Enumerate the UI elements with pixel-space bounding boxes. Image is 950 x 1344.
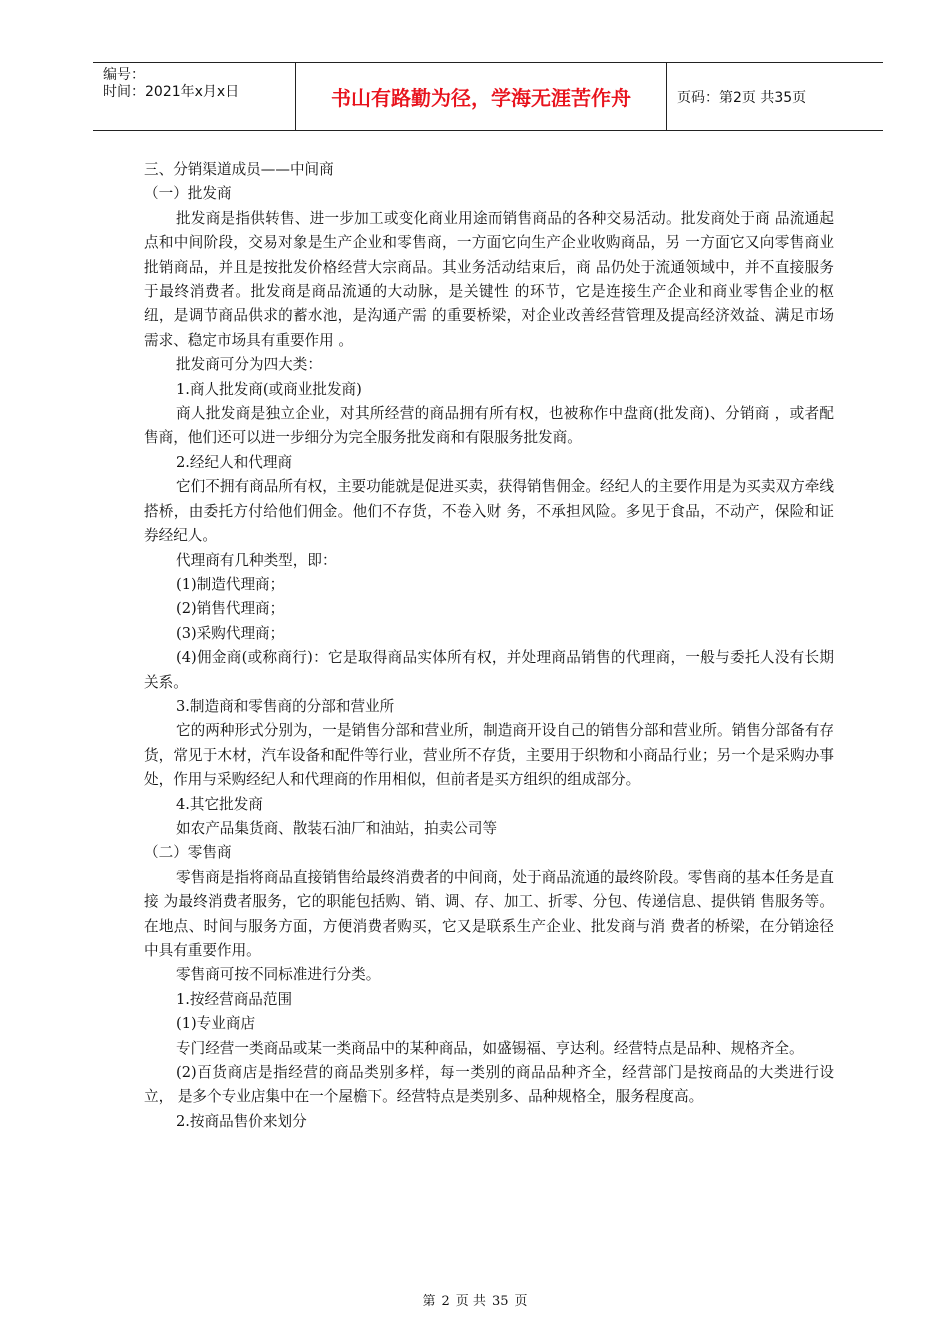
- header-page-info: 页码：第2页 共35页: [677, 89, 807, 106]
- body-paragraph: (3)采购代理商；: [176, 624, 285, 642]
- body-paragraph: (1)专业商店: [176, 1015, 256, 1033]
- body-paragraph: 商人批发商是独立企业，对其所经营的商品拥有所有权，也被称作中盘商(批发商)、分销商 ，或者配售商，他们还可以进一步细分为完全服务批发商和有限服务批发商。: [144, 405, 834, 447]
- body-paragraph: 批发商可分为四大类：: [176, 356, 322, 374]
- body-paragraph: 1.按经营商品范围: [176, 990, 293, 1008]
- body-paragraph: 零售商是指将商品直接销售给最终消费者的中间商，处于商品流通的最终阶段。零售商的基本任务是直接 为最终消费者服务，它的职能包括购、销、调、存、加工、折零、分包、传递信息、提供销 售服务等。在地点、时间与服务方面，方便消费者购买，它又是联系生产企业、批发商与消 费者的桥梁，在分销途径中具有重要作用。: [144, 868, 834, 959]
- footer-mid: 页 共: [455, 1294, 486, 1309]
- header-meta: [93, 63, 295, 130]
- footer-prefix: 第: [422, 1294, 436, 1309]
- footer-total-pages: 35: [491, 1294, 509, 1309]
- body-paragraph: 代理商有几种类型，即：: [176, 551, 337, 569]
- document-body: [144, 158, 834, 1134]
- body-paragraph: 2.按商品售价来划分: [176, 1112, 307, 1130]
- body-paragraph: 专门经营一类商品或某一类商品中的某种商品，如盛锡福、亨达利。经营特点是品种、规格齐全。: [176, 1039, 804, 1057]
- section-heading: 三、分销渠道成员——中间商: [144, 161, 334, 178]
- section-heading: （一）批发商: [144, 185, 232, 203]
- body-paragraph: 1.商人批发商(或商业批发商): [176, 380, 362, 398]
- body-paragraph: 2.经纪人和代理商: [176, 453, 293, 471]
- page-footer: [0, 1290, 950, 1309]
- page-header: [93, 62, 883, 131]
- document-number-label: 编号：: [103, 67, 145, 83]
- body-paragraph: (2)百货商店是指经营的商品类别多样，每一类别的商品品种齐全，经营部门是按商品的大类进行设立， 是多个专业店集中在一个屋檐下。经营特点是类别多、品种规格全，服务程度高。: [144, 1064, 834, 1106]
- body-paragraph: 它的两种形式分别为，一是销售分部和营业所，制造商开设自己的销售分部和营业所。销售分部备有存货，常见于木材，汽车设备和配件等行业，营业所不存货，主要用于织物和小商品行业；另一个是采购办事处，作用与采购经纪人和代理商的作用相似，但前者是买方组织的组成部分。: [144, 722, 834, 789]
- document-time-label: 时间：2021年x月x日: [103, 84, 240, 100]
- header-motto: 书山有路勤为径，学海无涯苦作舟: [295, 63, 667, 130]
- footer-page-number: 2: [441, 1294, 450, 1309]
- body-paragraph: 它们不拥有商品所有权，主要功能就是促进买卖，获得销售佣金。经纪人的主要作用是为买卖双方牵线搭桥，由委托方付给他们佣金。他们不存货，不卷入财 务，不承担风险。多见于食品，不动产，保险和证券经纪人。: [144, 478, 834, 545]
- body-paragraph: 批发商是指供转售、进一步加工或变化商业用途而销售商品的各种交易活动。批发商处于商 品流通起点和中间阶段，交易对象是生产企业和零售商，一方面它向生产企业收购商品，另 一方面它又向零售商业批销商品，并且是按批发价格经营大宗商品。其业务活动结束后，商 品仍处于流通领域中，并不直接服务于最终消费者。批发商是商品流通的大动脉，是关键性 的环节，它是连接生产企业和商业零售企业的枢纽，是调节商品供求的蓄水池，是沟通产需 的重要桥梁，对企业改善经营管理及提高经济效益、满足市场需求、稳定市场具有重要作用 。: [144, 209, 834, 349]
- body-paragraph: 如农产品集货商、散装石油厂和油站，拍卖公司等: [176, 819, 498, 837]
- section-heading: （二）零售商: [144, 844, 232, 862]
- footer-suffix: 页: [514, 1294, 528, 1309]
- body-paragraph: 3.制造商和零售商的分部和营业所: [176, 697, 395, 715]
- body-paragraph: (2)销售代理商；: [176, 600, 285, 618]
- body-paragraph: 4.其它批发商: [176, 795, 263, 813]
- body-paragraph: (4)佣金商(或称商行)：它是取得商品实体所有权，并处理商品销售的代理商，一般与委托人没有长期关系。: [144, 649, 834, 691]
- body-paragraph: 零售商可按不同标准进行分类。: [176, 966, 381, 984]
- body-paragraph: (1)制造代理商；: [176, 575, 285, 593]
